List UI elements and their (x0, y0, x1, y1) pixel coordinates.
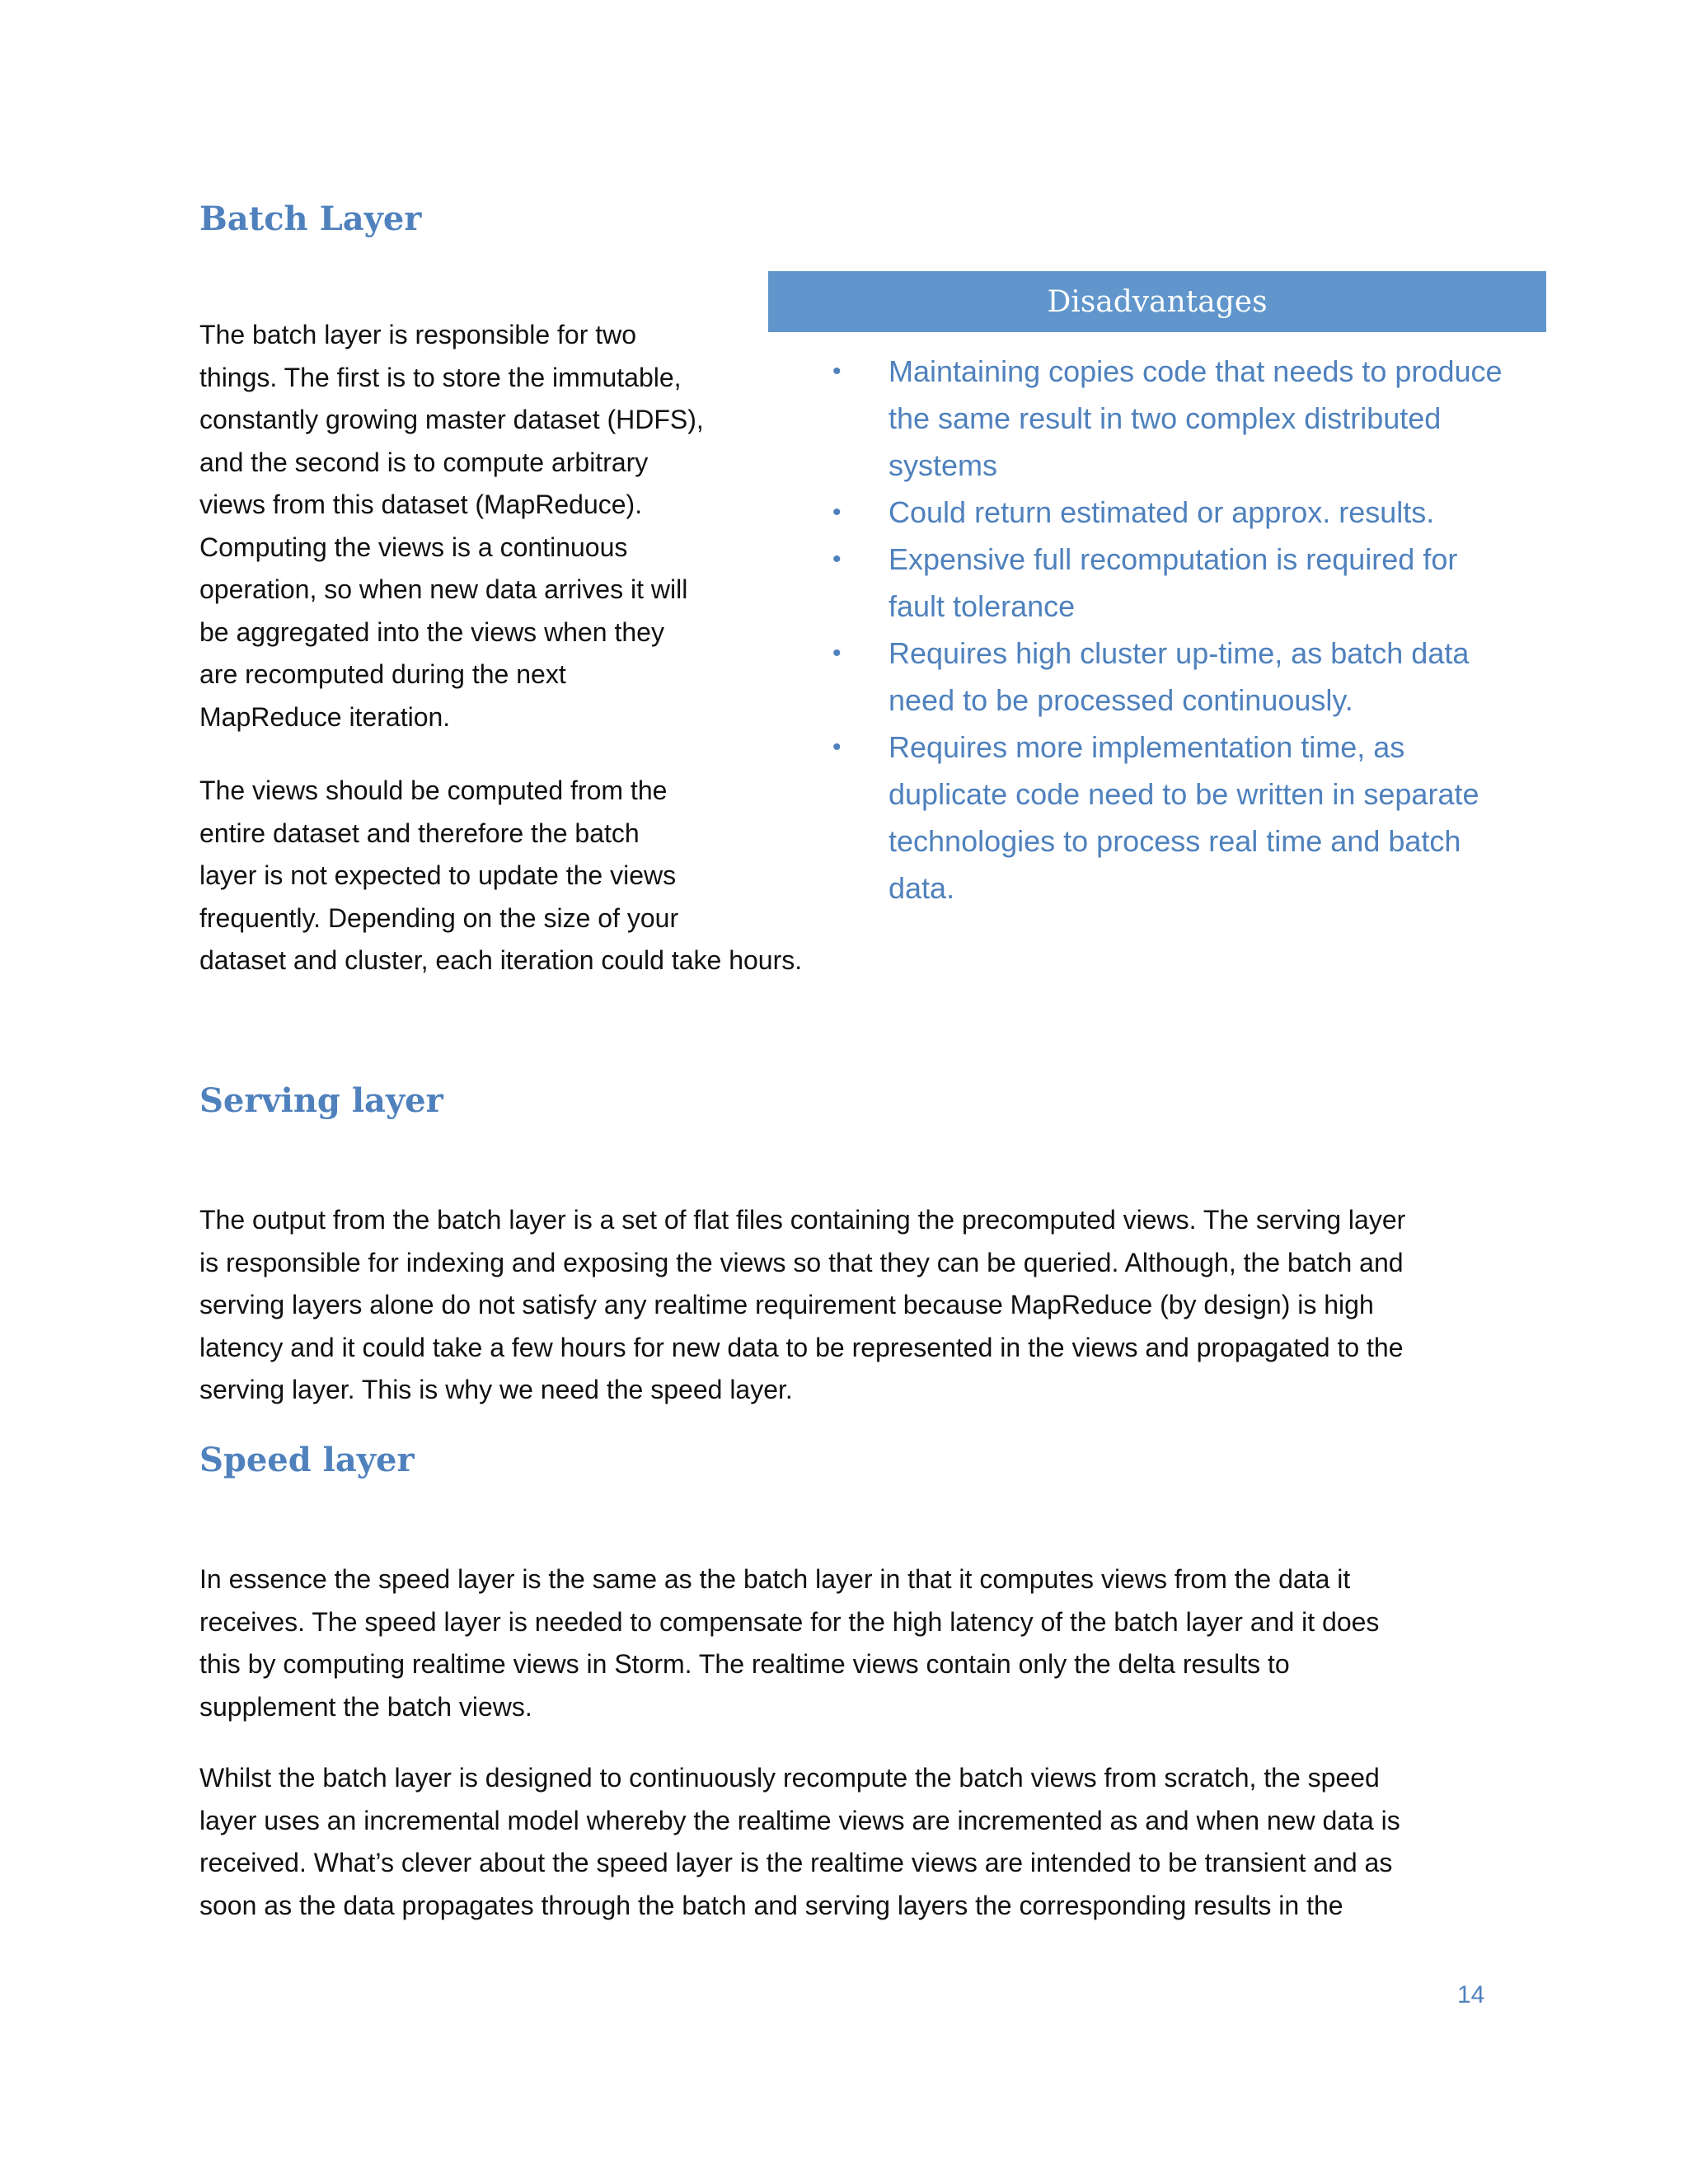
text-line: views from this dataset (MapReduce). (199, 490, 643, 519)
text-line: frequently. Depending on the size of your (199, 902, 679, 933)
page-number: 14 (1457, 1981, 1485, 2008)
text-line: constantly growing master dataset (HDFS), (199, 405, 704, 434)
serving-layer-paragraph (199, 1199, 1502, 1412)
speed-layer-paragraph-2 (199, 1757, 1502, 1927)
text-line: technologies to process real time and batch (889, 824, 1461, 858)
text-line: and the second is to compute arbitrary (199, 447, 649, 477)
text-line: receives. The speed layer is needed to compensate for the high latency of the batch layer and it does (199, 1606, 1380, 1637)
text-line: Maintaining copies code that needs to produce (889, 354, 1503, 388)
text-line: The views should be computed from the (199, 776, 668, 805)
text-line: supplement the batch views. (199, 1691, 532, 1722)
text-line: operation, so when new data arrives it will (199, 574, 688, 604)
bullet-icon: • (832, 640, 842, 667)
text-line: need to be processed continuously. (889, 683, 1353, 717)
text-line: MapReduce iteration. (199, 701, 451, 732)
text-line: is responsible for indexing and exposing the views so that they can be queried. Although, the batch and (199, 1247, 1404, 1277)
disadvantages-title: Disadvantages (1047, 284, 1268, 319)
disadvantage-item (824, 724, 1566, 912)
text-line: soon as the data propagates through the batch and serving layers the corresponding results in the (199, 1890, 1343, 1920)
bullet-icon: • (832, 499, 842, 526)
bullet-icon: • (832, 733, 842, 761)
disadvantages-list (824, 348, 1566, 912)
text-line: duplicate code need to be written in separate (889, 777, 1479, 811)
disadvantage-item (824, 630, 1566, 724)
disadvantages-header (768, 271, 1546, 332)
text-line: Computing the views is a continuous (199, 532, 628, 562)
text-line: systems (889, 448, 998, 482)
text-line: Requires high cluster up-time, as batch data (889, 636, 1470, 670)
text-line: entire dataset and therefore the batch (199, 818, 640, 848)
text-line: data. (889, 871, 955, 905)
disadvantage-item (824, 489, 1566, 536)
heading-serving-layer: Serving layer (199, 1081, 443, 1120)
text-line: Whilst the batch layer is designed to continuously recompute the batch views from scratch, the speed (199, 1763, 1380, 1793)
text-line: Could return estimated or approx. results. (889, 495, 1435, 529)
text-line: Expensive full recomputation is required for (889, 542, 1458, 576)
text-line: dataset and cluster, each iteration could take hours. (199, 945, 803, 975)
text-line: the same result in two complex distributed (889, 401, 1442, 435)
text-line: layer is not expected to update the views (199, 860, 677, 890)
heading-batch-layer: Batch Layer (199, 199, 422, 238)
text-line: things. The first is to store the immutable, (199, 362, 682, 392)
batch-layer-paragraph-1 (199, 314, 727, 738)
heading-speed-layer: Speed layer (199, 1441, 415, 1479)
text-line: this by computing realtime views in Storm. The realtime views contain only the delta results to (199, 1649, 1290, 1679)
text-line: The output from the batch layer is a set of flat files containing the precomputed views. The serving layer (199, 1205, 1406, 1235)
batch-layer-paragraph-2 (199, 770, 859, 982)
disadvantage-item (824, 348, 1566, 489)
bullet-icon: • (832, 546, 842, 573)
text-line: The batch layer is responsible for two (199, 320, 637, 349)
text-line: fault tolerance (889, 589, 1076, 623)
bullet-icon: • (832, 358, 842, 385)
text-line: be aggregated into the views when they (199, 616, 664, 647)
text-line: latency and it could take a few hours for new data to be represented in the views and propagated to the (199, 1332, 1404, 1362)
disadvantage-item (824, 536, 1566, 630)
speed-layer-paragraph-1 (199, 1558, 1502, 1728)
text-line: are recomputed during the next (199, 659, 566, 689)
text-line: In essence the speed layer is the same as the batch layer in that it computes views from the data it (199, 1564, 1351, 1594)
text-line: serving layers alone do not satisfy any realtime requirement because MapReduce (by design) is high (199, 1290, 1374, 1319)
text-line: received. What’s clever about the speed layer is the realtime views are intended to be transient and as (199, 1848, 1393, 1877)
text-line: layer uses an incremental model whereby the realtime views are incremented as and when new data is (199, 1805, 1400, 1835)
text-line: Requires more implementation time, as (889, 730, 1405, 764)
text-line: serving layer. This is why we need the speed layer. (199, 1375, 793, 1404)
